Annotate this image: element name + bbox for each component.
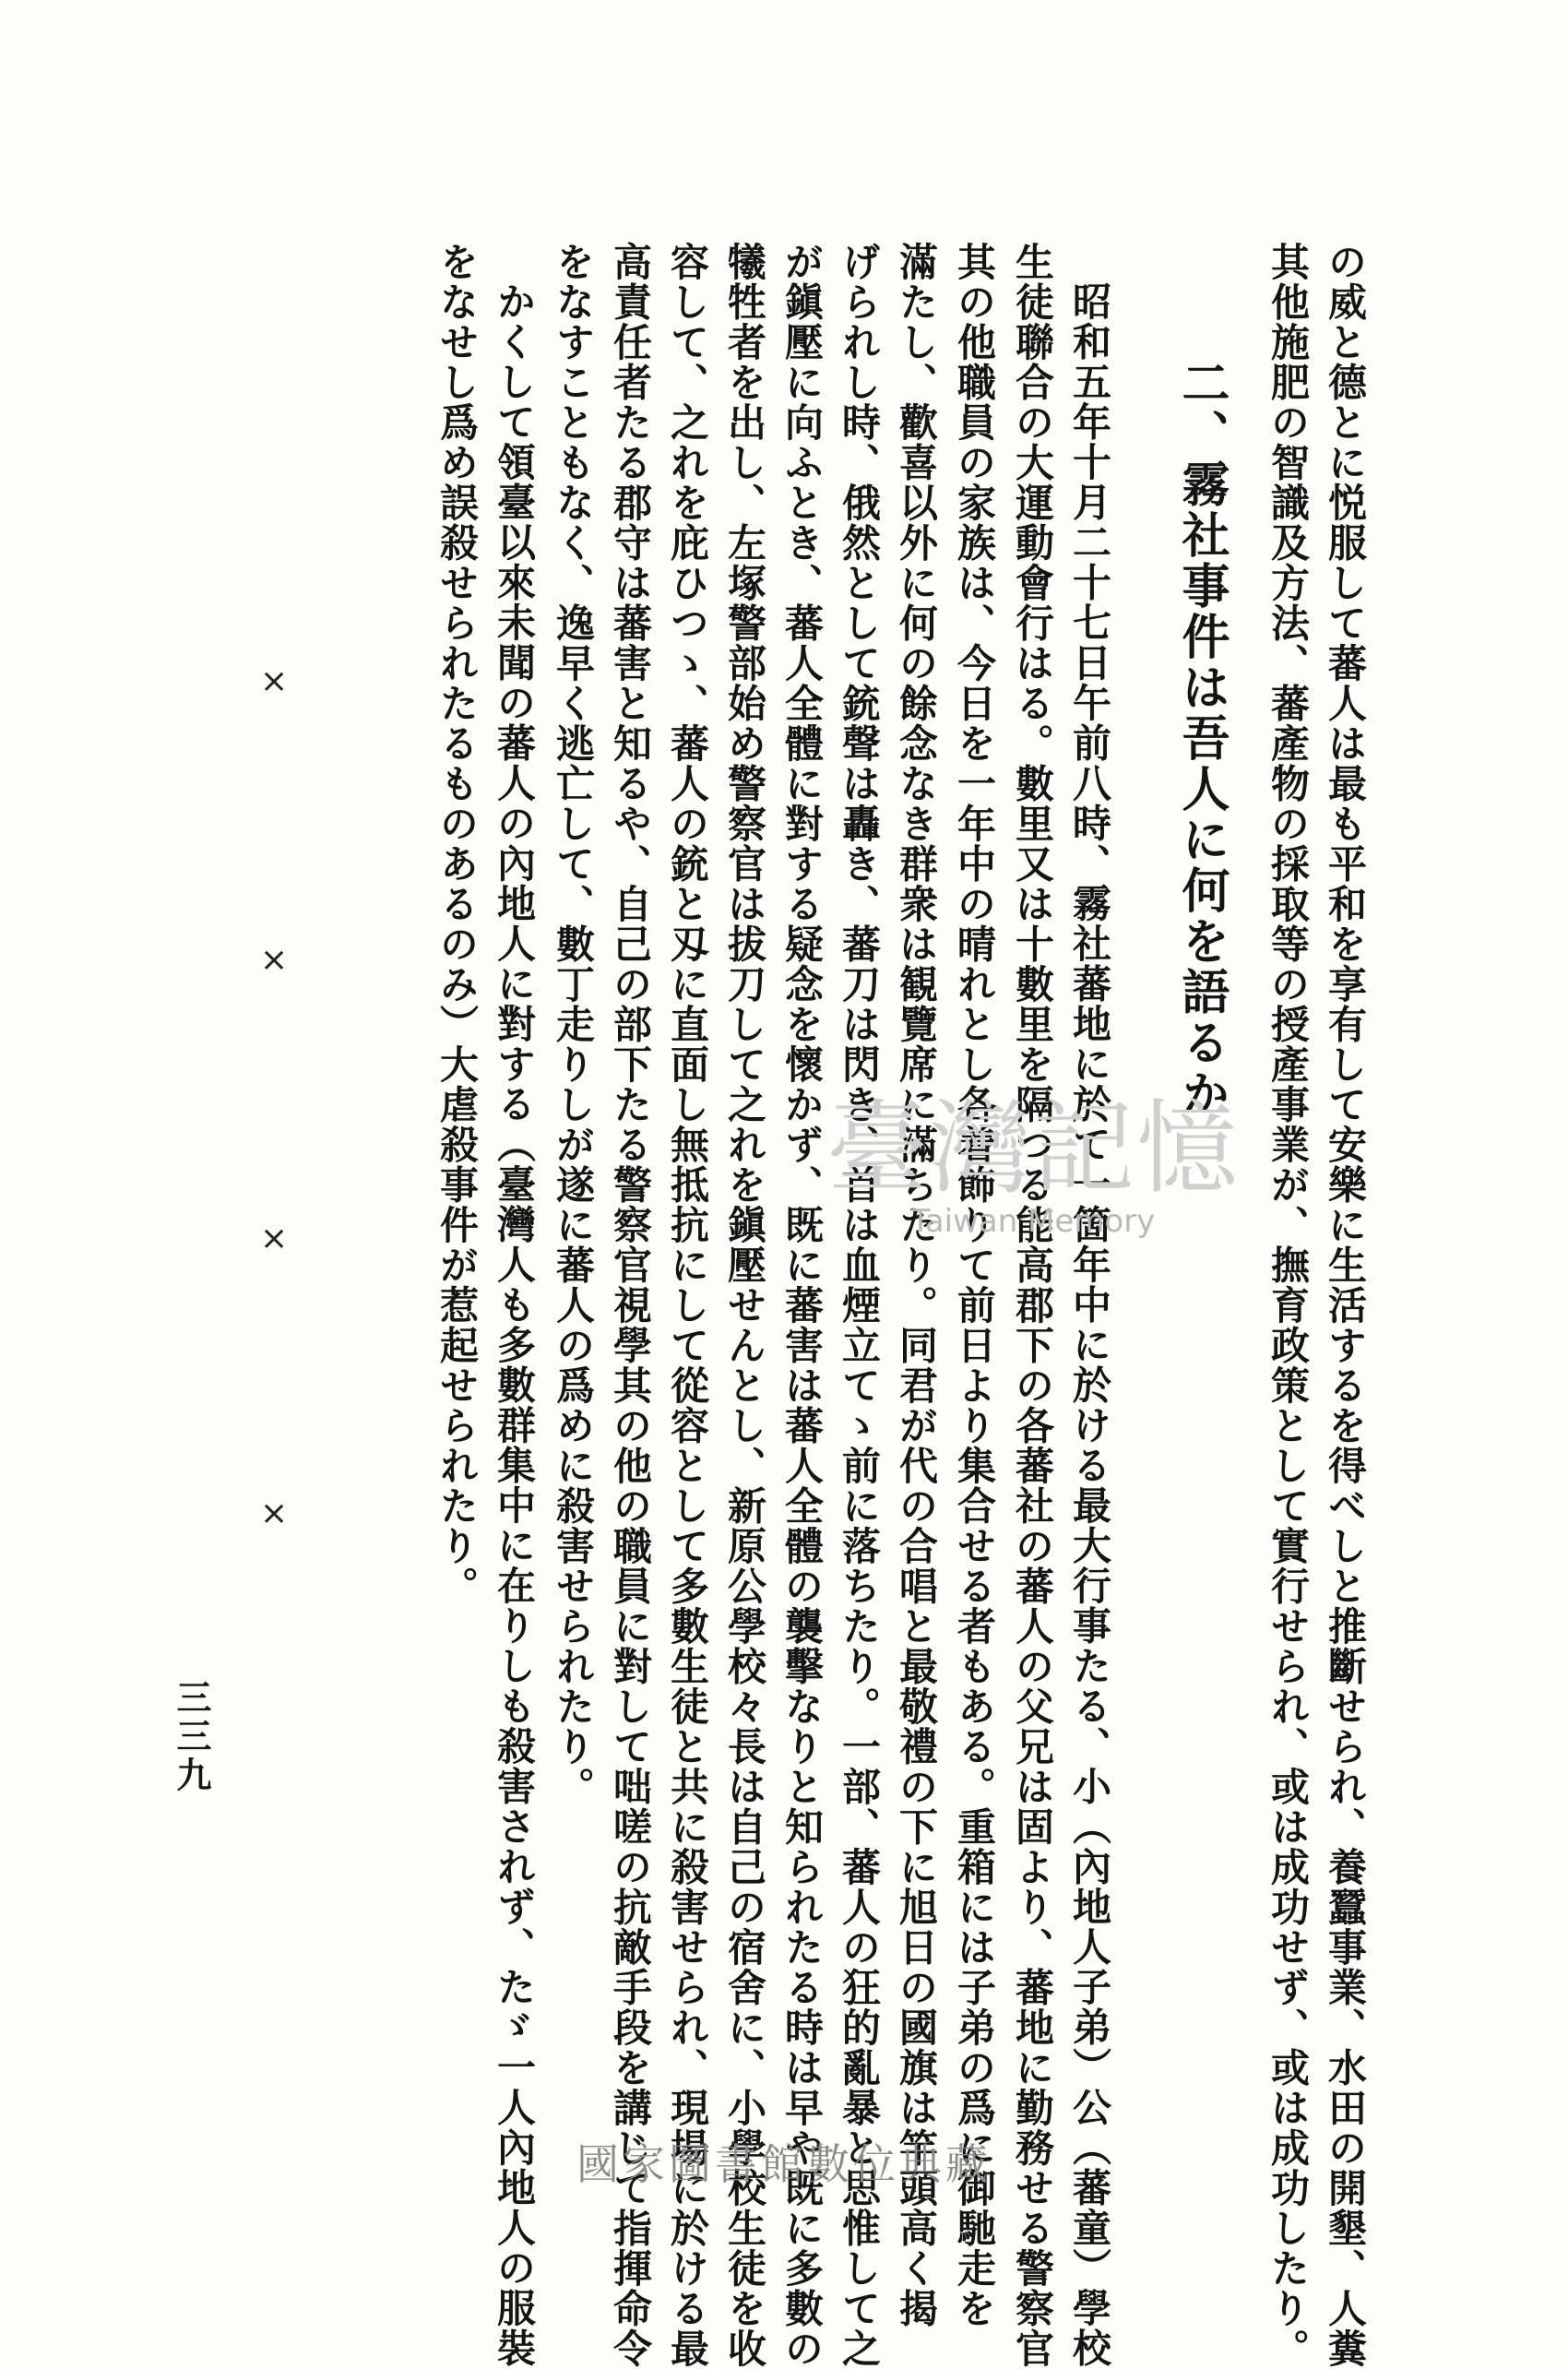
section-break-mark: × [260,1220,289,1257]
section-break-mark: × [260,941,289,979]
text-column-7: 滿たし、歡喜以外に何の餘念なき群衆は観覽席に滿ちたり。同君が代の合唱と最敬禮の下に旭日の國旗は竿頭高く揭 [894,242,939,2328]
text-column-10: 犧牲者を出し、左塚警部始め警察官は拔刀して之れを鎭壓せんとし、新原公學校々長は自己の宿舍に、小學校生徒を收 [722,242,767,2369]
text-column-14: かくして領臺以來未聞の蕃人の內地人に對する（臺灣人も多數群集中に在りしも殺害されず、たゞ一人內地人の服裝 [492,281,537,2368]
text-column-15: をなせし爲め誤殺せられたるものあるのみ）大虐殺事件が惹起せられたり。 [434,242,480,1606]
section-break-mark: × [260,662,289,700]
text-column-13: をなすこともなく、逸早く逃亡して、數丁走りしが遂に蕃人の爲めに殺害せられたり。 [551,242,596,1807]
text-column-1: の威と德とに悦服して蕃人は最も平和を享有して安樂に生活するを得べしと推斷せられ、養蠶事業、水田の開墾、人糞 [1323,242,1368,2369]
text-column-5: 生徒聯合の大運動會行はる。數里又は十數里を隔つる能高郡下の各蕃社の蕃人の父兄は固より、蕃地に勤務せる警察官 [1010,242,1055,2369]
footer-library-label: 國家圖書館數位典藏 [576,2139,992,2189]
text-column-12: 高責任者たる郡守は蕃害と知るや、自己の部下たる警察官視學其の他の職員に對して咄嗟の抗敵手段を講じて指揮命令 [608,242,653,2369]
text-column-6: 其の他職員の家族は、今日を一年中の晴れとし各着飾りて前日より集合せる者もある。重箱には子弟の爲に御馳走を [952,242,997,2328]
text-column-11: 容して、之れを庇ひつゝ、蕃人の銃と刄に直面し無抵抗にして從容として多數生徒と共に殺害せられ、現場に於ける最 [665,242,710,2369]
text-column-9: が鎭壓に向ふとき、蕃人全體に對する疑念を懷かず、既に蕃害は蕃人全體の襲擊なりと知られたる時は早や既に多數の [779,242,825,2369]
text-column-8: げられし時、俄然として銃聲は轟き、蕃刀は閃き、首は血煙立てゝ前に落ちたり。一部、蕃人の狂的亂暴と思惟して之 [837,242,882,2369]
page-number: 三三九 [171,1679,212,1795]
watermark-english: Taiwan Memory [910,1203,1156,1240]
section-break-mark: × [260,1494,289,1532]
watermark [812,1089,1254,1240]
text-column-4: 昭和五年十月二十七日午前八時、霧社蕃地に於て一箇年中に於ける最大行事たる、小（內地人子弟）公（蕃童）學校 [1067,281,1112,2368]
section-heading: 二、霧社事件は吾人に何を語るか [1173,358,1229,1119]
text-column-2: 其他施肥の智識及方法、蕃產物の採取等の授產事業が、撫育政策として實行せられ、或は成功せず、或は成功したり。 [1265,242,1311,2369]
watermark-chinese: 臺灣記憶 [826,1089,1240,1208]
